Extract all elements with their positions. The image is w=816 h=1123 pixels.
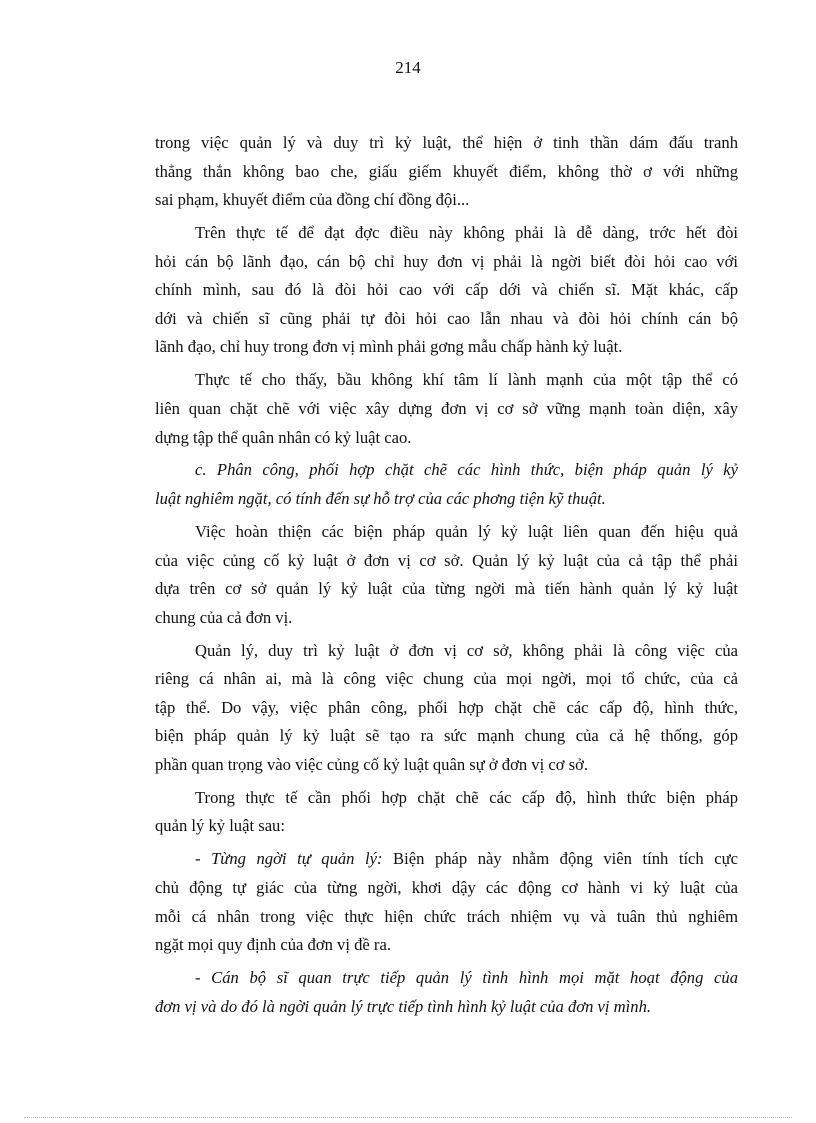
footer-dotted-rule <box>24 1117 792 1118</box>
text-line <box>155 931 738 960</box>
line-text: đơn vị và do đó là ngời quản lý trực tiếp tình hình kỷ luật của đơn vị mình. <box>155 996 652 1016</box>
text-line <box>155 129 738 158</box>
text-line <box>155 665 738 694</box>
line-text: Biện pháp này nhằm động viên tính tích cực <box>382 849 738 869</box>
line-text: của việc củng cố kỷ luật ở đơn vị cơ sở. Quản lý kỷ luật của cả tập thể phải <box>155 550 738 570</box>
text-line <box>155 751 738 780</box>
text-line <box>155 219 738 248</box>
line-text: - Cán bộ sĩ quan trực tiếp quản lý tình hình mọi mặt hoạt động của <box>195 968 738 987</box>
line-text: sai phạm, khuyết điểm của đồng chí đồng đội... <box>155 190 470 210</box>
line-text: liên quan chặt chẽ với việc xây dựng đơn vị cơ sở vững mạnh toàn diện, xây <box>155 398 738 418</box>
line-text: Trên thực tế để đạt đợc điều này không phải là dễ dàng, trớc hết đòi <box>195 223 738 243</box>
text-line <box>155 186 738 215</box>
text-line <box>155 305 738 334</box>
line-text: dựa trên cơ sở quản lý kỷ luật của từng ngời mà tiến hành quản lý kỷ luật <box>155 579 738 599</box>
line-text: hỏi cán bộ lãnh đạo, cán bộ chỉ huy đơn vị phải là ngời biết đòi hỏi cao với <box>155 251 738 271</box>
text-line <box>155 485 738 514</box>
text-line <box>155 276 738 305</box>
text-line <box>155 694 738 723</box>
line-text: luật nghiêm ngặt, có tính đến sự hỗ trợ của các phơng tiện kỹ thuật. <box>155 489 606 509</box>
text-line <box>155 424 738 453</box>
text-line <box>155 812 738 841</box>
paragraph <box>155 637 738 780</box>
line-text: mỗi cá nhân trong việc thực hiện chức trách nhiệm vụ và tuân thủ nghiêm <box>155 906 738 926</box>
line-text: riêng cá nhân ai, mà là công việc chung của mọi ngời, mọi tổ chức, của cả <box>155 669 738 689</box>
paragraph <box>155 518 738 632</box>
text-line <box>155 366 738 395</box>
text-line <box>155 575 738 604</box>
paragraph <box>155 845 738 959</box>
text-line <box>155 547 738 576</box>
line-text: tập thể. Do vậy, việc phân công, phối hợp chặt chẽ các cấp độ, hình thức, <box>155 697 738 717</box>
text-line <box>155 518 738 547</box>
line-text: chính mình, sau đó là đòi hỏi cao với cấp dới và chiến sĩ. Mặt khác, cấp <box>155 280 738 300</box>
italic-lead: - Từng ngời tự quản lý: <box>195 849 383 869</box>
text-line <box>155 874 738 903</box>
line-text: c. Phân công, phối hợp chặt chẽ các hình thức, biện pháp quản lý kỷ <box>195 460 738 480</box>
text-line <box>155 964 738 993</box>
line-text: Thực tế cho thấy, bầu không khí tâm lí lành mạnh của một tập thể có <box>195 370 738 390</box>
line-text: Trong thực tế cần phối hợp chặt chẽ các cấp độ, hình thức biện pháp <box>195 787 738 807</box>
text-line <box>155 784 738 813</box>
line-text: phần quan trọng vào việc củng cố kỷ luật quân sự ở đơn vị cơ sở. <box>155 754 589 774</box>
text-line <box>155 395 738 424</box>
paragraph <box>155 784 738 841</box>
line-text: trong việc quản lý và duy trì kỷ luật, thể hiện ở tinh thần dám đấu tranh <box>155 133 738 152</box>
text-line <box>155 604 738 633</box>
line-text: chung của cả đơn vị. <box>155 607 293 627</box>
text-line <box>155 158 738 187</box>
line-text: Việc hoàn thiện các biện pháp quản lý kỷ luật liên quan đến hiệu quả <box>195 521 738 541</box>
line-text: lãnh đạo, chỉ huy trong đơn vị mình phải gơng mẫu chấp hành kỷ luật. <box>155 337 623 357</box>
text-line <box>155 903 738 932</box>
paragraph <box>155 456 738 513</box>
line-text: dới và chiến sĩ cũng phải tự đòi hỏi cao lẫn nhau và đòi hỏi chính cán bộ <box>155 308 738 328</box>
body-text <box>155 129 738 1025</box>
text-line <box>155 248 738 277</box>
paragraph <box>155 366 738 452</box>
text-line <box>155 722 738 751</box>
line-text: chủ động tự giác của từng ngời, khơi dậy các động cơ hành vi kỷ luật của <box>155 877 738 897</box>
line-text: biện pháp quản lý kỷ luật sẽ tạo ra sức mạnh chung của cả hệ thống, góp <box>155 726 738 746</box>
text-line <box>155 845 738 874</box>
line-text: ngặt mọi quy định của đơn vị đề ra. <box>155 935 391 955</box>
line-text: thẳng thắn không bao che, giấu giếm khuyết điểm, không thờ ơ với những <box>155 161 738 181</box>
line-text: Quản lý, duy trì kỷ luật ở đơn vị cơ sở, không phải là công việc của <box>195 640 738 660</box>
paragraph <box>155 964 738 1021</box>
line-text: quản lý kỷ luật sau: <box>155 816 285 836</box>
text-line <box>155 333 738 362</box>
text-line <box>155 993 738 1022</box>
paragraph <box>155 129 738 215</box>
text-line <box>155 637 738 666</box>
page-number: 214 <box>395 58 421 77</box>
paragraph <box>155 219 738 362</box>
line-text: dựng tập thể quân nhân có kỷ luật cao. <box>155 427 412 447</box>
text-line <box>155 456 738 485</box>
